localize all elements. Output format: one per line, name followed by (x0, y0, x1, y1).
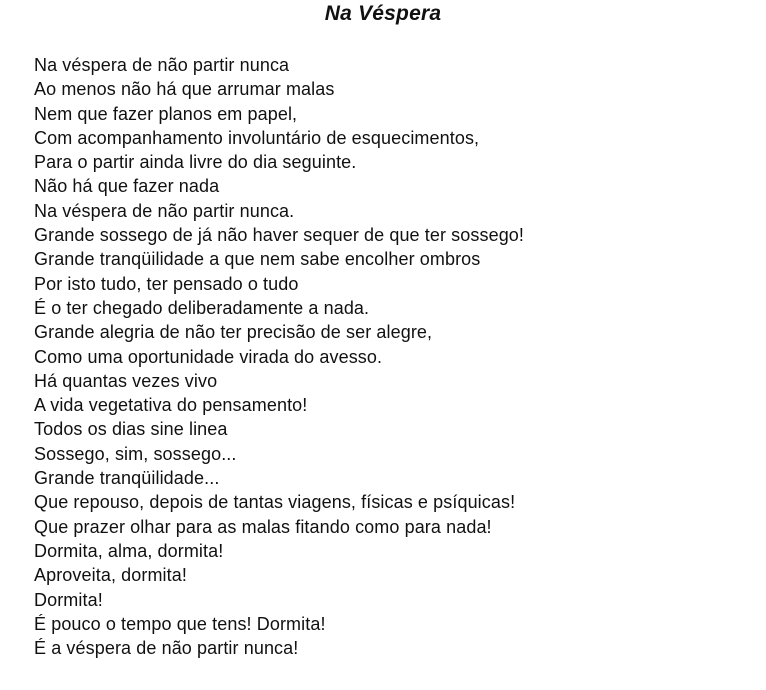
poem-line: Grande alegria de não ter precisão de ser alegre, (34, 322, 433, 343)
poem-line: Que prazer olhar para as malas fitando como para nada! (34, 516, 492, 537)
poem-line: Com acompanhamento involuntário de esquecimentos, (34, 127, 480, 148)
poem-title: Na Véspera (324, 2, 442, 25)
poem-line: É pouco o tempo que tens! Dormita! (34, 613, 326, 634)
poem-line: Não há que fazer nada (34, 176, 220, 197)
poem-line: Dormita! (34, 589, 103, 610)
poem-line: Sossego, sim, sossego... (34, 443, 237, 464)
poem-lines (34, 53, 524, 660)
poem-line: Dormita, alma, dormita! (34, 540, 224, 561)
poem-line: Como uma oportunidade virada do avesso. (34, 346, 383, 367)
poem-line: É o ter chegado deliberadamente a nada. (34, 297, 370, 318)
poem-line: Grande tranqüilidade... (34, 468, 220, 489)
poem-line: Que repouso, depois de tantas viagens, físicas e psíquicas! (34, 492, 516, 513)
poem-line: Para o partir ainda livre do dia seguinte. (34, 152, 357, 173)
poem-line: Na véspera de não partir nunca (34, 55, 290, 75)
poem-line: Nem que fazer planos em papel, (34, 103, 298, 124)
poem-line: Grande sossego de já não haver sequer de que ter sossego! (34, 225, 525, 246)
poem-line: Aproveita, dormita! (34, 565, 187, 586)
poem-line: Todos os dias sine linea (34, 419, 228, 440)
poem-line: Por isto tudo, ter pensado o tudo (34, 273, 299, 294)
poem-line: Ao menos não há que arrumar malas (34, 79, 335, 100)
poem-line: Na véspera de não partir nunca. (34, 200, 295, 221)
poem-line: Grande tranqüilidade a que nem sabe encolher ombros (34, 249, 481, 270)
poem-line: Há quantas vezes vivo (34, 370, 218, 391)
poem-line: A vida vegetativa do pensamento! (34, 395, 308, 416)
poem-line: É a véspera de não partir nunca! (34, 638, 299, 659)
